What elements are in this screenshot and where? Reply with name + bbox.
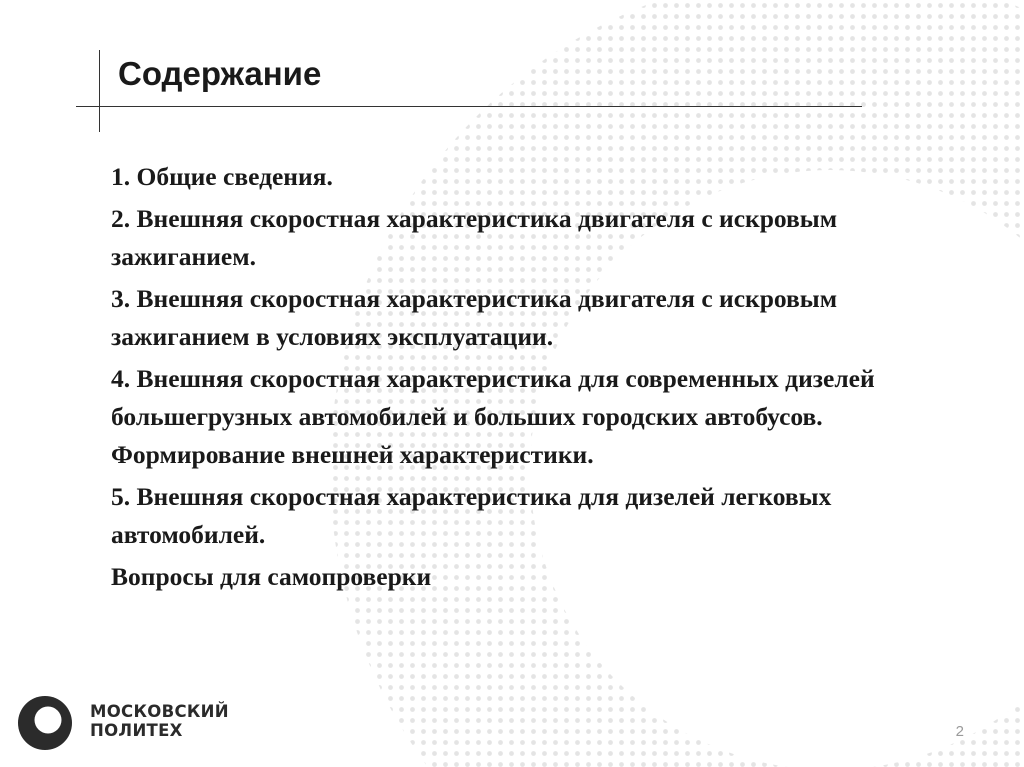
- toc-item: 3. Внешняя скоростная характеристика двигателя с искровым зажиганием в условиях эксплуатации.: [111, 284, 838, 351]
- toc-item: 1. Общие сведения.: [111, 162, 333, 191]
- page-title: Содержание: [118, 55, 322, 92]
- toc-item: Вопросы для самопроверки: [111, 562, 432, 591]
- toc-item: 2. Внешняя скоростная характеристика двигателя с искровым зажиганием.: [111, 204, 838, 271]
- table-of-contents: [111, 158, 881, 600]
- university-logo: [18, 690, 248, 750]
- title-vertical-rule: [99, 50, 100, 132]
- toc-item: 5. Внешняя скоростная характеристика для дизелей легковых автомобилей.: [111, 482, 832, 549]
- page-number: 2: [955, 723, 964, 740]
- logo-wordmark: [90, 702, 229, 740]
- logo-line-2: ПОЛИТЕХ: [90, 721, 183, 740]
- logo-line-1: МОСКОВСКИЙ: [90, 702, 229, 721]
- polytech-ring-logo-icon: [18, 696, 72, 750]
- title-horizontal-rule: [76, 106, 862, 107]
- toc-item: 4. Внешняя скоростная характеристика для современных дизелей большегрузных автомобилей и больших городских автобусов. Формирование внешней характеристики.: [111, 364, 875, 469]
